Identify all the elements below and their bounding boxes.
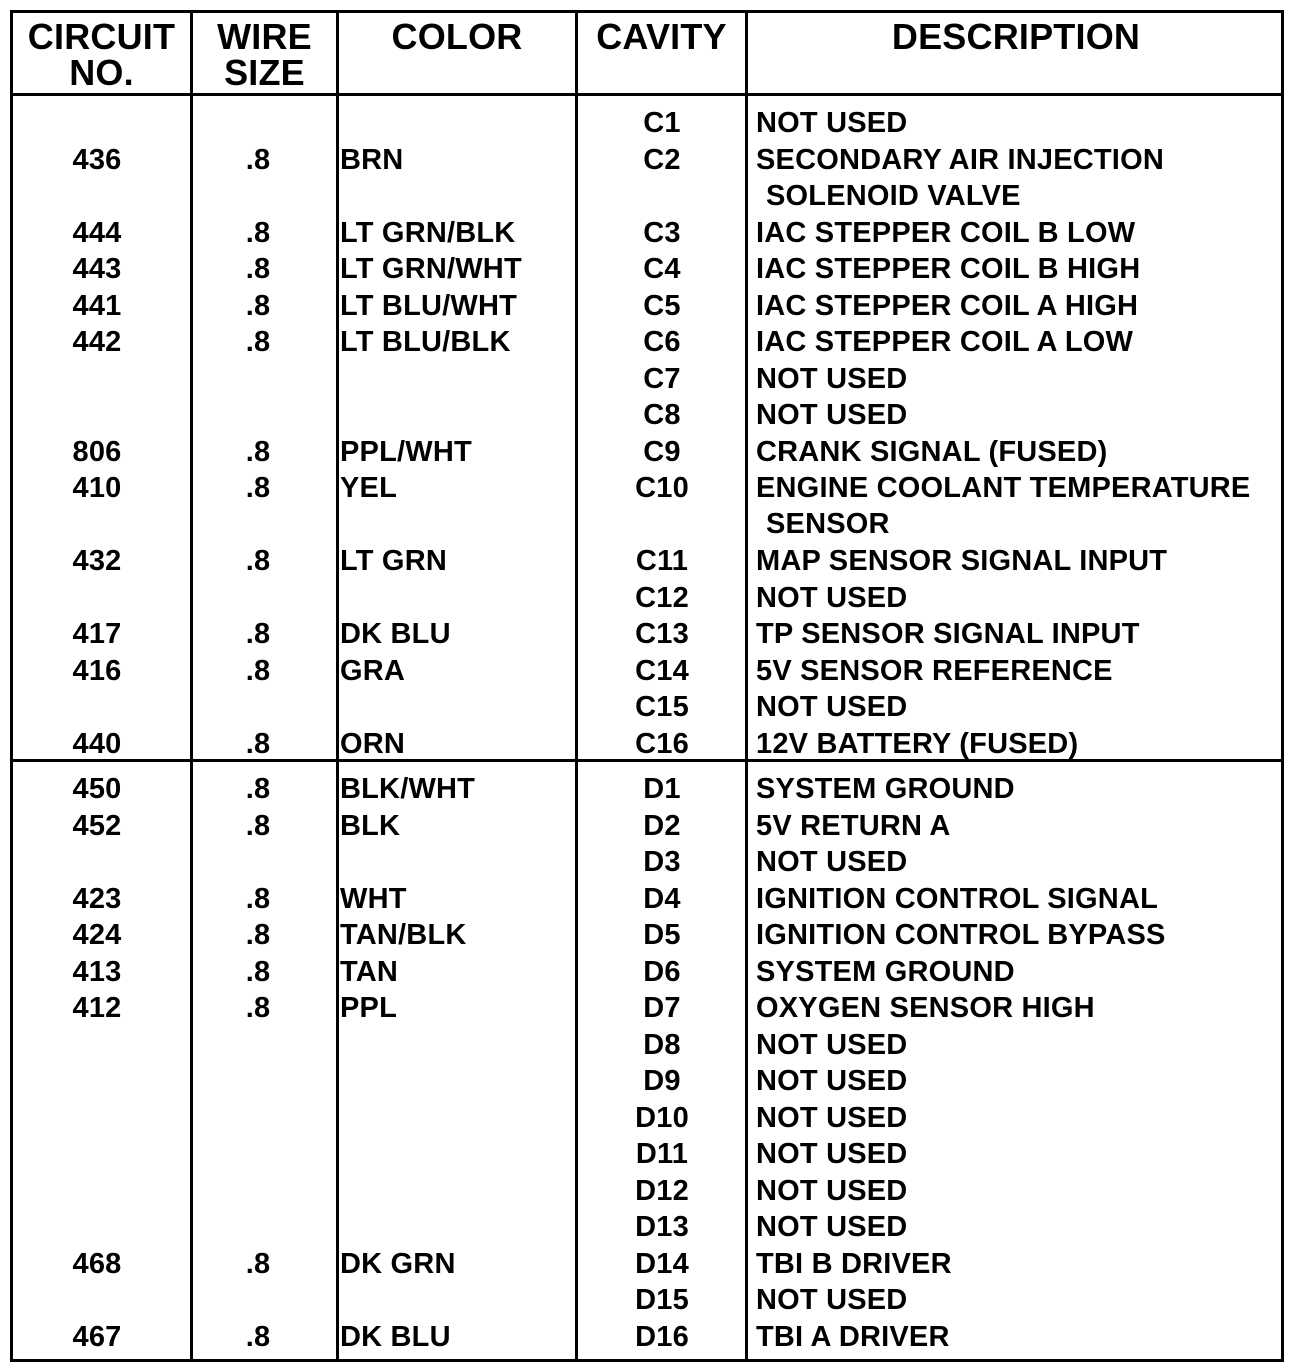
description-line: NOT USED [756, 1101, 908, 1134]
cavity-cell: D8 [643, 1028, 681, 1061]
cavity-cell: D15 [635, 1284, 689, 1316]
color-cell: TAN [340, 955, 399, 988]
cavity-cell: C13 [635, 618, 689, 650]
wire-size-cell: .8 [245, 472, 271, 504]
description-cell [756, 324, 1282, 360]
color-cell: BLK/WHT [340, 773, 476, 805]
description-cell [756, 288, 1282, 324]
circuit-no-cell: 416 [72, 654, 122, 687]
table-row [13, 361, 1281, 398]
color-cell: LT BLU/WHT [340, 289, 518, 322]
color-cell: BLK [340, 809, 401, 842]
description-cell [756, 917, 1282, 953]
description-cell [756, 215, 1282, 251]
wire-size-cell: .8 [245, 545, 271, 577]
description-line: NOT USED [756, 1174, 908, 1207]
header-wire-size [193, 16, 336, 93]
circuit-no-cell: 443 [72, 253, 122, 285]
color-cell: GRA [340, 654, 406, 687]
wire-size-cell: .8 [245, 919, 271, 951]
circuit-no-cell: 452 [72, 809, 122, 842]
color-cell: PPL [340, 992, 397, 1024]
cavity-cell: C10 [635, 472, 689, 504]
color-cell: DK GRN [340, 1247, 456, 1280]
description-cell [756, 1209, 1282, 1245]
description-line: NOT USED [756, 1211, 908, 1243]
description-cell [756, 689, 1282, 725]
circuit-no-cell: 444 [72, 216, 122, 249]
table-row [13, 771, 1281, 808]
table-row [13, 844, 1281, 881]
description-line: NOT USED [756, 1028, 908, 1061]
wire-size-cell: .8 [245, 1320, 271, 1353]
table-row [13, 1282, 1281, 1319]
table-row [13, 288, 1281, 325]
wire-size-cell: .8 [245, 289, 271, 322]
description-cell [756, 580, 1282, 616]
description-line: NOT USED [756, 1284, 908, 1316]
cavity-cell: C9 [643, 435, 681, 468]
circuit-no-cell: 441 [72, 289, 122, 322]
description-cell [756, 881, 1282, 917]
description-line: SENSOR [766, 508, 890, 540]
header-color [339, 16, 575, 57]
table-row [13, 580, 1281, 617]
cavity-cell: D16 [635, 1320, 689, 1353]
color-cell: LT GRN/WHT [340, 253, 522, 285]
table-row [13, 324, 1281, 361]
circuit-no-cell: 440 [72, 727, 122, 760]
cavity-cell: C5 [643, 289, 681, 322]
section-d-cavities [13, 771, 1281, 1355]
color-cell: DK BLU [340, 1320, 451, 1353]
cavity-cell: C2 [643, 143, 681, 176]
description-line: NOT USED [756, 846, 908, 878]
cavity-cell: D5 [643, 919, 681, 951]
color-cell: LT GRN/BLK [340, 216, 516, 249]
circuit-no-cell: 410 [72, 472, 122, 504]
color-cell: ORN [340, 727, 406, 760]
header-circuit-no [13, 16, 190, 93]
description-cell [756, 251, 1282, 287]
header-description [748, 16, 1284, 57]
description-line: NOT USED [756, 1065, 908, 1097]
cavity-cell: C12 [635, 581, 689, 614]
description-cell [756, 808, 1282, 844]
cavity-cell: C3 [643, 216, 681, 249]
header-divider [13, 93, 1281, 96]
cavity-cell: D4 [643, 882, 681, 915]
description-line: ENGINE COOLANT TEMPERATURE [756, 472, 1251, 504]
color-cell: DK BLU [340, 618, 451, 650]
description-line: SYSTEM GROUND [756, 773, 1015, 805]
circuit-no-cell: 806 [72, 435, 122, 468]
circuit-no-cell: 450 [72, 773, 122, 805]
description-cell [756, 771, 1282, 807]
table-row [13, 1319, 1281, 1356]
wire-size-cell: .8 [245, 882, 271, 915]
table-row [13, 808, 1281, 845]
table-row [13, 1173, 1281, 1210]
wire-size-cell: .8 [245, 654, 271, 687]
table-row [13, 251, 1281, 288]
description-line: TBI B DRIVER [756, 1247, 952, 1280]
description-cell [756, 1027, 1282, 1063]
wire-size-cell: .8 [245, 992, 271, 1024]
cavity-cell: C11 [635, 545, 689, 577]
description-line: 5V SENSOR REFERENCE [756, 654, 1113, 687]
description-line: IAC STEPPER COIL A HIGH [756, 289, 1139, 322]
description-line: IAC STEPPER COIL A LOW [756, 326, 1134, 358]
description-line: NOT USED [756, 691, 908, 723]
cavity-cell: D12 [635, 1174, 689, 1207]
table-row [13, 917, 1281, 954]
description-line: IAC STEPPER COIL B HIGH [756, 253, 1141, 285]
cavity-cell: D7 [643, 992, 681, 1024]
table-row [13, 397, 1281, 434]
description-line: SYSTEM GROUND [756, 955, 1015, 988]
section-c-cavities [13, 105, 1281, 762]
description-cell [756, 434, 1282, 470]
cavity-cell: D11 [635, 1138, 689, 1170]
table-row [13, 726, 1281, 763]
description-line: MAP SENSOR SIGNAL INPUT [756, 545, 1168, 577]
wire-size-cell: .8 [245, 727, 271, 760]
description-line: 12V BATTERY (FUSED) [756, 727, 1079, 760]
cavity-cell: C6 [643, 326, 681, 358]
wire-size-cell: .8 [245, 143, 271, 176]
description-line: SOLENOID VALVE [766, 179, 1021, 212]
wire-size-cell: .8 [245, 618, 271, 650]
circuit-no-cell: 424 [72, 919, 122, 951]
description-cell [756, 1246, 1282, 1282]
description-cell [756, 1136, 1282, 1172]
description-cell [756, 954, 1282, 990]
cavity-cell: C1 [643, 107, 681, 139]
description-line: NOT USED [756, 581, 908, 614]
header-cavity-label: CAVITY [596, 16, 727, 57]
description-cell [756, 543, 1282, 579]
table-row [13, 1246, 1281, 1283]
table-row [13, 1209, 1281, 1246]
header-wire-line2: SIZE [224, 52, 305, 93]
wire-size-cell: .8 [245, 1247, 271, 1280]
circuit-no-cell: 468 [72, 1247, 122, 1280]
table-row [13, 1100, 1281, 1137]
cavity-cell: D14 [635, 1247, 689, 1280]
wire-size-cell: .8 [245, 773, 271, 805]
header-circuit-line2: NO. [69, 52, 134, 93]
color-cell: BRN [340, 143, 404, 176]
description-cell [756, 1319, 1282, 1355]
table-row [13, 1027, 1281, 1064]
description-line: NOT USED [756, 362, 908, 395]
description-line: NOT USED [756, 107, 908, 139]
wire-size-cell: .8 [245, 809, 271, 842]
circuit-no-cell: 423 [72, 882, 122, 915]
table-row [13, 689, 1281, 726]
table-row [13, 434, 1281, 471]
description-line: IAC STEPPER COIL B LOW [756, 216, 1136, 249]
connector-pinout-table [10, 10, 1284, 1362]
table-row [13, 616, 1281, 653]
cavity-cell: D3 [643, 846, 681, 878]
cavity-cell: C16 [635, 727, 689, 760]
cavity-cell: C15 [635, 691, 689, 723]
circuit-no-cell: 413 [72, 955, 122, 988]
description-cell [756, 142, 1282, 214]
table-row [13, 990, 1281, 1027]
color-cell: PPL/WHT [340, 435, 472, 468]
description-cell [756, 1173, 1282, 1209]
description-cell [756, 361, 1282, 397]
color-cell: TAN/BLK [340, 919, 467, 951]
description-line: NOT USED [756, 399, 908, 431]
description-cell [756, 616, 1282, 652]
circuit-no-cell: 432 [72, 545, 122, 577]
cavity-cell: C7 [643, 362, 681, 395]
cavity-cell: C8 [643, 399, 681, 431]
table-row [13, 954, 1281, 991]
description-line: IGNITION CONTROL SIGNAL [756, 882, 1159, 915]
wire-size-cell: .8 [245, 253, 271, 285]
wire-size-cell: .8 [245, 955, 271, 988]
cavity-cell: D9 [643, 1065, 681, 1097]
header-circuit-line1: CIRCUIT [27, 16, 176, 57]
description-cell [756, 1100, 1282, 1136]
cavity-cell: C4 [643, 253, 681, 285]
table-row [13, 105, 1281, 142]
table-row [13, 215, 1281, 252]
description-cell [756, 726, 1282, 762]
description-cell [756, 990, 1282, 1026]
description-cell [756, 653, 1282, 689]
color-cell: YEL [340, 472, 397, 504]
header-color-label: COLOR [391, 16, 523, 57]
description-line: OXYGEN SENSOR HIGH [756, 992, 1095, 1024]
description-cell [756, 470, 1282, 542]
cavity-cell: D13 [635, 1211, 689, 1243]
description-line: IGNITION CONTROL BYPASS [756, 919, 1166, 951]
cavity-cell: D2 [643, 809, 681, 842]
description-cell [756, 844, 1282, 880]
description-cell [756, 105, 1282, 141]
header-cavity [578, 16, 745, 57]
table-row [13, 543, 1281, 580]
color-cell: LT BLU/BLK [340, 326, 511, 358]
description-cell [756, 397, 1282, 433]
circuit-no-cell: 467 [72, 1320, 122, 1353]
description-cell [756, 1063, 1282, 1099]
circuit-no-cell: 412 [72, 992, 122, 1024]
description-line: TP SENSOR SIGNAL INPUT [756, 618, 1140, 650]
cavity-cell: D1 [643, 773, 681, 805]
circuit-no-cell: 436 [72, 143, 122, 176]
header-description-label: DESCRIPTION [891, 16, 1141, 57]
description-line: TBI A DRIVER [756, 1320, 950, 1353]
description-cell [756, 1282, 1282, 1318]
description-line: NOT USED [756, 1138, 908, 1170]
header-wire-line1: WIRE [217, 16, 312, 57]
circuit-no-cell: 442 [72, 326, 122, 358]
color-cell: LT GRN [340, 545, 447, 577]
description-line: SECONDARY AIR INJECTION [756, 143, 1164, 176]
table-row [13, 881, 1281, 918]
circuit-no-cell: 417 [72, 618, 122, 650]
table-row [13, 1063, 1281, 1100]
cavity-cell: C14 [635, 654, 689, 687]
cavity-cell: D10 [635, 1101, 689, 1134]
wire-size-cell: .8 [245, 216, 271, 249]
color-cell: WHT [340, 882, 407, 915]
description-line: 5V RETURN A [756, 809, 951, 842]
table-row [13, 1136, 1281, 1173]
table-row [13, 142, 1281, 215]
table-row [13, 653, 1281, 690]
description-line: CRANK SIGNAL (FUSED) [756, 435, 1108, 468]
wire-size-cell: .8 [245, 326, 271, 358]
table-row [13, 470, 1281, 543]
wire-size-cell: .8 [245, 435, 271, 468]
cavity-cell: D6 [643, 955, 681, 988]
